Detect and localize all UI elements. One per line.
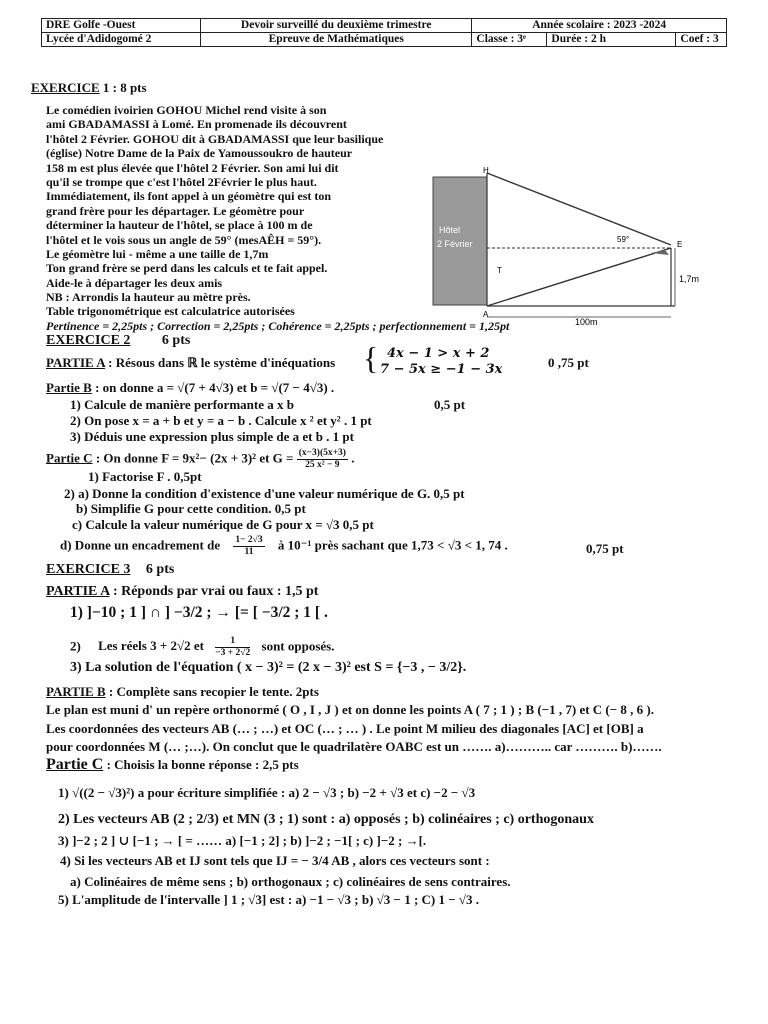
ex3-q5: 5) L'amplitude de l'intervalle ] 1 ; √3] est : a) −1 − √3 ; b) √3 − 1 ; C) 1 − √3 . (58, 892, 480, 907)
ex2-b1: 1) Calcule de manière performante a x b (70, 397, 294, 412)
hotel-label-line2: 2 Février (437, 239, 473, 249)
header-exam: Devoir surveillé du deuxième trimestre (201, 19, 472, 33)
point-e-label: E (677, 240, 683, 249)
ex3-a2-text: Les réels 3 + 2√2 et (98, 638, 204, 654)
ex1-points: 1 : 8 pts (102, 80, 147, 95)
ex3-partA-label: PARTIE A (46, 584, 110, 599)
header-school-group: DRE Golfe -Ouest (42, 19, 201, 33)
ex2-d-text2: à 10⁻¹ près sachant que 1,73 < √3 < 1, 74 . (277, 537, 508, 553)
story-line: l'hôtel et le vois sous un angle de 59° (mesAÊH = 59°). (46, 232, 322, 247)
distance-label: 100m (575, 317, 598, 325)
story-line: déterminer la hauteur de l'hôtel, se place à 100 m de (46, 218, 313, 233)
hotel-label-line1: Hôtel (439, 225, 461, 235)
ex2-partA-text: : Résous dans ℝ le système d'inéquations (104, 355, 336, 370)
ex3-q3: 3) ]−2 ; 2 ] ∪ [−1 ; → [ = …… a) [−1 ; 2] ; b) ]−2 ; −1[ ; c) ]−2 ; →[. (58, 833, 427, 848)
hotel-figure (425, 165, 700, 325)
line-eh (487, 173, 671, 245)
ex1-title: EXERCICE (31, 80, 100, 95)
ex2-title: EXERCICE 2 (46, 333, 131, 348)
g-fraction (297, 448, 348, 471)
story-line: Ton grand frère se perd dans les calculs et te fait appel. (46, 261, 328, 276)
ex3-partB-line2: Les coordonnées des vecteurs AB (… ; …) et OC (… ; … ) . Le point M milieu des diagonales [AC] et [OB] a (46, 721, 644, 736)
ex3-a3: 3) La solution de l'équation ( x − 3)² = (2 x − 3)² est S = {−3 , − 3/2}. (70, 660, 467, 675)
ex3-partB-label: PARTIE B (46, 684, 106, 699)
ex2-heading (46, 333, 190, 349)
line-ea (487, 248, 671, 306)
ex3-partC-text: : Choisis la bonne réponse : 2,5 pts (103, 757, 299, 772)
a2-numerator: 1 (215, 636, 250, 648)
ex2-partC-text: : On donne F = 9x²− (2x + 3)² et G = (92, 450, 294, 466)
header-subject: Epreuve de Mathématiques (201, 33, 472, 47)
ex2-c2a: 2) a) Donne la condition d'existence d'une valeur numérique de G. 0,5 pt (64, 486, 465, 501)
ex1-heading (31, 80, 147, 96)
point-t-label: T (497, 266, 502, 275)
ex3-q2: 2) Les vecteurs AB (2 ; 2/3) et MN (3 ; 1) sont : a) opposés ; b) colinéaires ; c) orthogonaux (58, 812, 594, 827)
exam-header-table (41, 18, 727, 47)
ex1-grading: Pertinence = 2,25pts ; Correction = 2,25pts ; Cohérence = 2,25pts ; perfectionnement = 1,25pt (46, 319, 510, 333)
story-line: qu'il se trompe que c'est l'hôtel 2Février le plus haut. (46, 174, 317, 189)
height-label: 1,7m (679, 274, 700, 284)
ex2-b1-points: 0,5 pt (434, 397, 466, 412)
ex2-partA (46, 355, 335, 371)
ineq-2: 7 − 5x ≥ −1 − 3x (380, 362, 503, 377)
ex2-b2: 2) On pose x = a + b et y = a − b . Calcule x ² et y² . 1 pt (70, 413, 372, 428)
point-a-label: A (483, 310, 489, 319)
ex2-d-text1: d) Donne un encadrement de (60, 537, 221, 553)
angle-label: 59° (617, 235, 630, 244)
story-line: Le comédien ivoirien GOHOU Michel rend visite à son (46, 103, 327, 117)
ex2-d-points: 0,75 pt (586, 541, 624, 556)
ex3-partC (46, 756, 299, 774)
ex3-a1: 1) ]−10 ; 1 ] ∩ ] −3/2 ; → [= [ −3/2 ; 1 [ . (70, 604, 328, 621)
ex3-points: 6 pts (145, 562, 175, 577)
ex2-c2b: b) Simplifie G pour cette condition. 0,5 pt (76, 501, 306, 516)
ex3-partA (46, 584, 318, 600)
ex3-q1: 1) √((2 − √3)²) a pour écriture simplifiée : a) 2 − √3 ; b) −2 + √3 et c) −2 − √3 (58, 785, 476, 800)
system-brace: { (363, 340, 379, 376)
header-year: Année scolaire : 2023 -2024 (472, 19, 727, 33)
story-line: ami GBADAMASSI à Lomé. En promenade ils découvrent (46, 117, 347, 132)
g-denominator: 25 x² − 9 (305, 460, 340, 470)
ex3-a2-end: sont opposés. (261, 638, 335, 654)
ex3-partB-line1: Le plan est muni d' un repère orthonormé ( O , I , J ) et on donne les points A ( 7 ; 1 ) ; B (−1 , 7) et C (− 8 , 6 ). (46, 702, 654, 717)
a2-fraction (215, 636, 250, 659)
ex3-a2 (70, 636, 334, 659)
ex3-partB-text: : Complète sans recopier le tente. 2pts (105, 684, 319, 699)
story-line: Immédiatement, ils font appel à un géomètre qui est ton (46, 189, 332, 204)
story-line: Table trigonométrique est calculatrice autorisées (46, 304, 295, 319)
point-h-label: H (483, 166, 489, 175)
ex3-a2-number: 2) (70, 638, 81, 654)
ex1-story (46, 103, 416, 319)
d-numerator: 1− 2√3 (235, 535, 263, 545)
g-numerator: (x−3)(5x+3) (298, 448, 346, 458)
story-line: 158 m est plus élevée que l'hôtel 2 Février. Son ami lui dit (46, 160, 339, 175)
header-duration: Durée : 2 h (547, 33, 676, 47)
a2-denominator: −3 + 2√2 (215, 648, 251, 658)
ex3-q4-options: a) Colinéaires de même sens ; b) orthogonaux ; c) colinéaires de sens contraires. (70, 874, 511, 889)
ex2-partA-points: 0 ,75 pt (548, 355, 589, 370)
ex3-partB (46, 684, 319, 700)
header-class: Classe : 3ᵉ (472, 33, 547, 47)
story-line: NB : Arrondis la hauteur au mètre près. (46, 290, 251, 305)
ex3-q4: 4) Si les vecteurs AB et IJ sont tels que IJ = − 3/4 AB , alors ces vecteurs sont : (60, 853, 490, 868)
ex2-c1: 1) Factorise F . 0,5pt (88, 469, 202, 484)
story-line: Aide-le à départager les deux amis (46, 275, 223, 290)
story-line: Le géomètre lui - même a une taille de 1,7m (46, 246, 269, 261)
story-line: grand frère pour les départager. Le géomètre pour (46, 203, 305, 218)
ex2-d (60, 535, 508, 558)
ex2-partA-label: PARTIE A (46, 355, 105, 370)
ineq-1: 4x − 1 > x + 2 (387, 346, 490, 361)
d-fraction (233, 535, 264, 558)
header-coef: Coef : 3 (676, 33, 727, 47)
d-denominator: 11 (244, 547, 254, 557)
ex2-partB-label: Partie B (46, 380, 92, 395)
ex2-b3: 3) Déduis une expression plus simple de a et b . 1 pt (70, 429, 354, 444)
ex2-partC: Partie C : On donne F = 9x²− (2x + 3)² et G = $\frac{(x-3)(5x+3)}{\text{25 x² − 9}}$ . (46, 448, 355, 470)
ex3-title: EXERCICE 3 (46, 562, 131, 577)
ex3-heading (46, 562, 174, 578)
ex3-partC-label: Partie C (46, 756, 104, 773)
ex3-partA-text: : Réponds par vrai ou faux : 1,5 pt (109, 584, 319, 599)
ex2-points: 6 pts (161, 333, 191, 348)
story-line: (église) Notre Dame de la Paix de Yamoussoukro de hauteur (46, 146, 353, 161)
ex2-partC-label: Partie C (46, 450, 93, 466)
ex2-partB (46, 380, 334, 396)
header-school: Lycée d'Adidogomé 2 (42, 33, 201, 47)
ex2-c2c: c) Calcule la valeur numérique de G pour x = √3 0,5 pt (72, 517, 374, 532)
ex2-partB-text: : on donne a = √(7 + 4√3) et b = √(7 − 4√3) . (91, 380, 335, 395)
ex3-partB-line3: pour coordonnées M (… ;…). On conclut que le quadrilatère OABC est un ……. a)……….. car ………. b)……. (46, 739, 662, 754)
story-line: l'hôtel 2 Février. GOHOU dit à GBADAMASSI que leur basilique (46, 131, 384, 146)
